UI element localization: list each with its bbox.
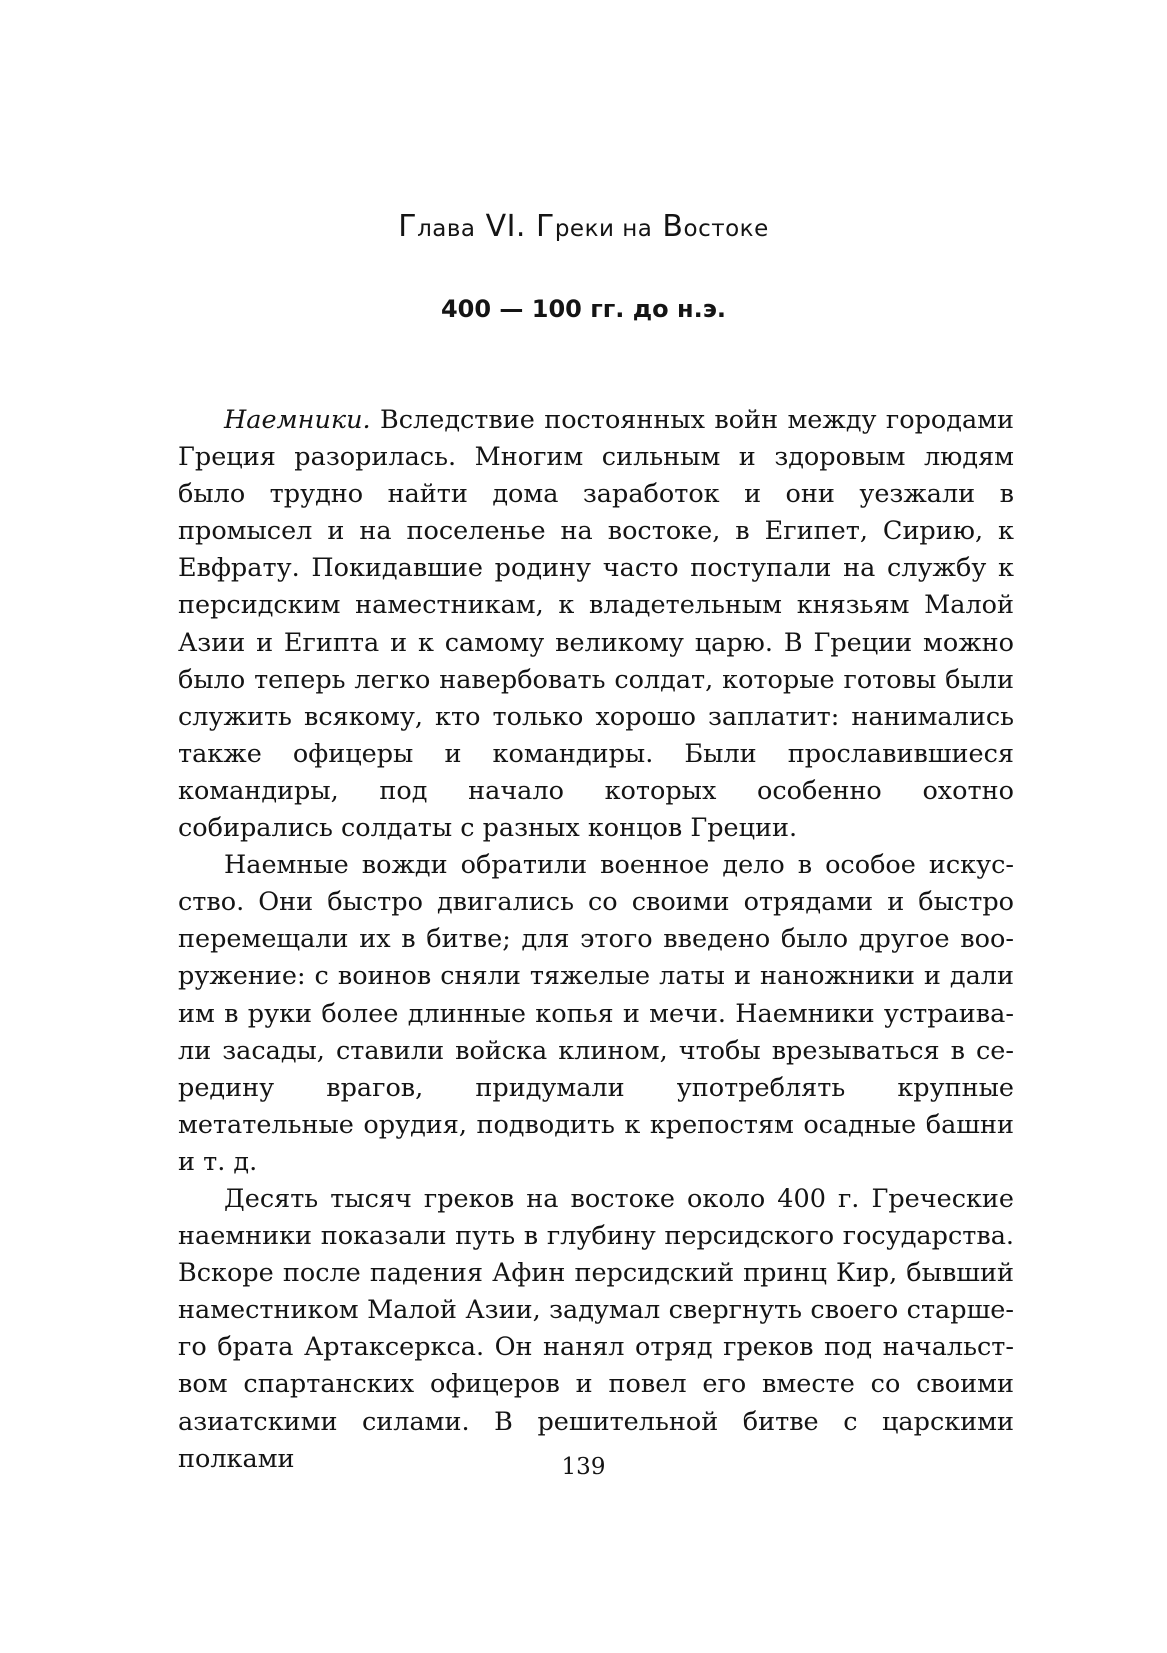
- paragraph-text: Наемные вожди обратили военное дело в особое искусство. Они быстро двигались со своими отрядами и быстро перемещали их в битве; для этого введено было другое вооружение: с воинов сняли тяжелые латы и наножники и дали им в руки более длинные копья и мечи. Наемники устраивали засады, ставили войска клином, чтобы врезываться в середину врагов, придумали употреблять крупные метательные орудия, подводить к крепостям осадные башни и т. д.: [178, 850, 1014, 1177]
- paragraph: [178, 1181, 1014, 1478]
- page-number: 139: [561, 1454, 606, 1480]
- paragraph: [178, 402, 1014, 847]
- chapter-period: 400 — 100 гг. до н.э.: [440, 295, 727, 323]
- paragraph: [178, 847, 1014, 1181]
- chapter-title: [0, 207, 1167, 249]
- chapter-title-part: VI. Г: [485, 209, 555, 244]
- chapter-title-part: реки на: [554, 216, 653, 242]
- paragraph-text: Вследствие постоянных войн между городами Греция разорилась. Многим сильным и здоровым людям было трудно найти дома заработок и они уезжали в промысел и на поселенье на востоке, в Египет, Сирию, к Евфрату. Покидавшие родину часто поступали на службу к персидским наместникам, к владетельным князьям Малой Азии и Египта и к самому великому царю. В Греции можно было теперь легко навербовать солдат, которые готовы были служить всякому, кто только хорошо заплатит: нанимались также офицеры и командиры. Были прославившиеся командиры, под начало которых особенно охотно собирались солдаты с разных концов Греции.: [178, 405, 1014, 844]
- chapter-title-part: В: [662, 209, 684, 244]
- paragraph-text: Десять тысяч греков на востоке около 400 г. Греческие наемники показали путь в глубину персидского государства. Вскоре после падения Афин персидский принц Кир, бывший наместником Малой Азии, задумал свергнуть своего старшего брата Артаксеркса. Он нанял отряд греков под начальством спартанских офицеров и повел его вместе со своими азиатскими силами. В решительной битве с царскими полками: [178, 1183, 1014, 1474]
- chapter-title-part: лава: [417, 216, 476, 242]
- body-text: [178, 402, 1014, 1478]
- chapter-title-part: Г: [398, 209, 418, 244]
- chapter-title-part: остоке: [683, 216, 769, 242]
- paragraph-lead: Наемники.: [224, 405, 371, 435]
